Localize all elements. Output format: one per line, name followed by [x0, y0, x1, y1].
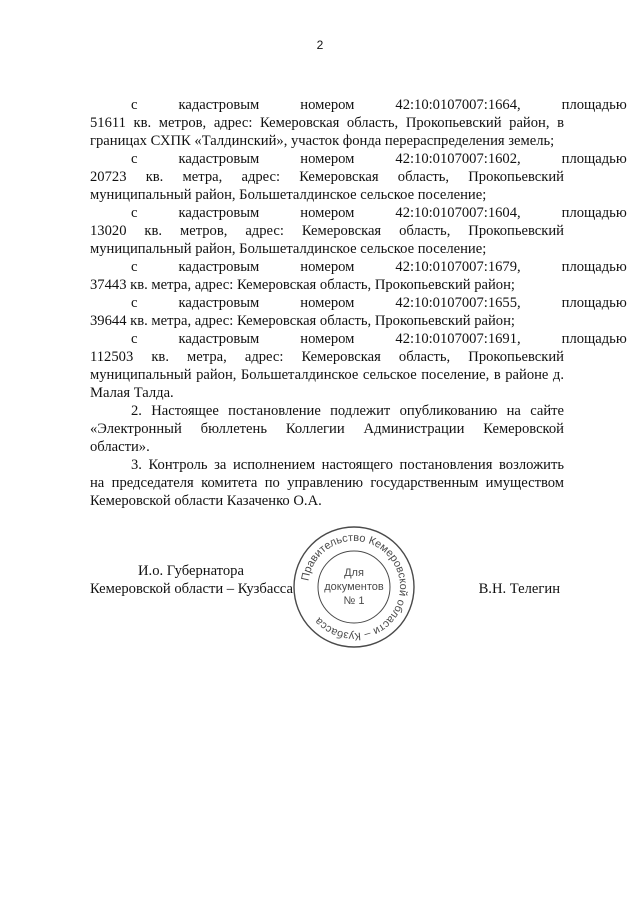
cadastral-item-text: 13020 кв. метров, адрес: Кемеровская область, Прокопьевский муниципальный район, Большеталдинское сельское поселение; — [90, 223, 564, 257]
cadastral-item-5 — [90, 294, 627, 330]
cadastral-lead-line: с кадастровым номером 42:10:0107007:1664, площадью — [131, 97, 627, 113]
cadastral-lead-line: с кадастровым номером 42:10:0107007:1679, площадью — [131, 259, 627, 275]
cadastral-item-3 — [90, 204, 627, 258]
stamp-center-line-3: № 1 — [343, 595, 365, 607]
document-body — [90, 96, 627, 510]
signatory-region: Кемеровской области – Кузбасса — [90, 581, 293, 597]
cadastral-lead-line: с кадастровым номером 42:10:0107007:1691, площадью — [131, 331, 627, 347]
stamp-center-line-2: документов — [324, 581, 384, 593]
cadastral-item-1 — [90, 96, 627, 150]
cadastral-item-text: 51611 кв. метров, адрес: Кемеровская область, Прокопьевский район, в границах СХПК «Талдинский», участок фонда перераспределения земель; — [90, 115, 564, 149]
cadastral-lead-line: с кадастровым номером 42:10:0107007:1655, площадью — [131, 295, 627, 311]
control-paragraph: 3. Контроль за исполнением настоящего постановления возложить на председателя комитета по управлению государственным имуществом Кемеровской области Казаченко О.А. — [90, 457, 564, 509]
page-number: 2 — [316, 38, 324, 52]
official-stamp — [291, 524, 417, 650]
cadastral-item-text: 112503 кв. метра, адрес: Кемеровская область, Прокопьевский муниципальный район, Большеталдинское сельское поселение, в районе д. Малая Талда. — [90, 349, 564, 401]
signatory-title: И.о. Губернатора — [138, 563, 244, 579]
stamp-ring-text: Правительство Кемеровской области – Кузбасса — [299, 531, 410, 643]
cadastral-item-text: 39644 кв. метра, адрес: Кемеровская область, Прокопьевский район; — [90, 313, 515, 329]
signatory-name: В.Н. Телегин — [478, 581, 560, 597]
stamp-center-line-1: Для — [344, 567, 364, 579]
cadastral-item-text: 20723 кв. метра, адрес: Кемеровская область, Прокопьевский муниципальный район, Большеталдинское сельское поселение; — [90, 169, 564, 203]
cadastral-item-text: 37443 кв. метра, адрес: Кемеровская область, Прокопьевский район; — [90, 277, 515, 293]
cadastral-item-2 — [90, 150, 627, 204]
cadastral-item-4 — [90, 258, 627, 294]
publication-paragraph: 2. Настоящее постановление подлежит опубликованию на сайте «Электронный бюллетень Коллегии Администрации Кемеровской области». — [90, 403, 564, 455]
cadastral-item-6 — [90, 330, 627, 402]
cadastral-lead-line: с кадастровым номером 42:10:0107007:1604, площадью — [131, 205, 627, 221]
cadastral-lead-line: с кадастровым номером 42:10:0107007:1602, площадью — [131, 151, 627, 167]
stamp-seal-icon — [291, 524, 417, 650]
